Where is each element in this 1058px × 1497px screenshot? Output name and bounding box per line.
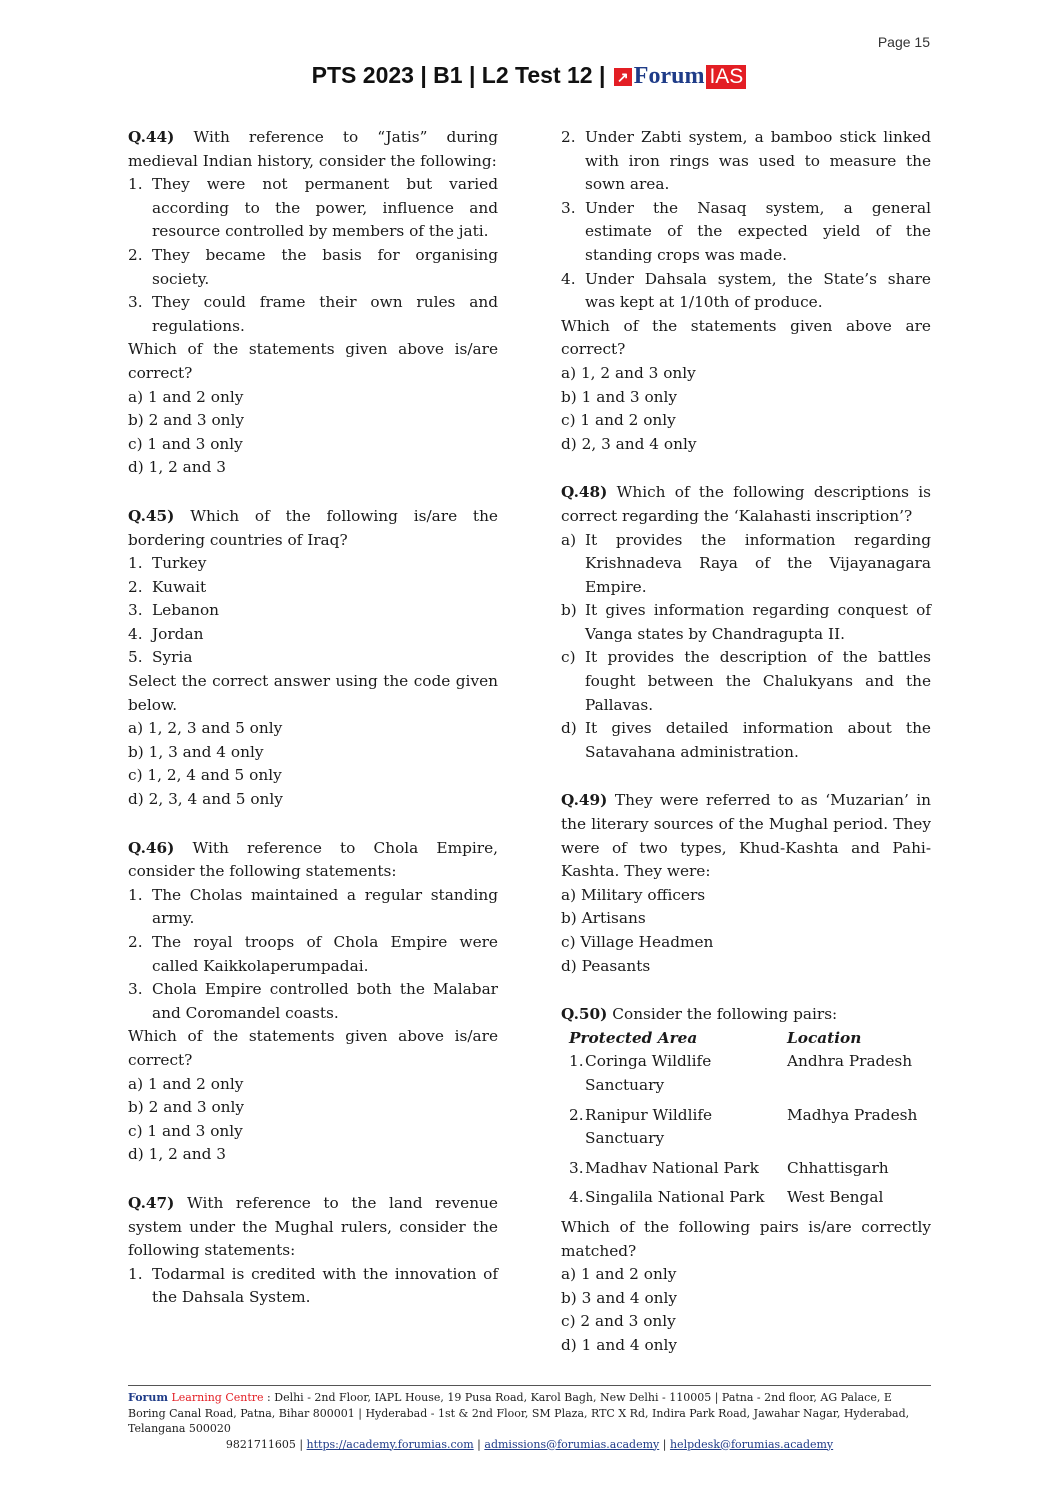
statement-item: 1. Turkey (128, 554, 207, 573)
answer-option: a) 1, 2, 3 and 5 only (128, 719, 283, 738)
answer-option: d) It gives detailed information about the Satavahana administration. (561, 719, 931, 761)
footer-contacts: 9821711605 | https://academy.forumias.com | admissions@forumias.academy | helpdesk@forumias.academy (225, 1437, 834, 1451)
answer-option: c) 1, 2, 4 and 5 only (128, 766, 282, 785)
question-ask: Which of the statements given above is/are correct? (128, 1027, 498, 1069)
statement-item: 1. Todarmal is credited with the innovation of the Dahsala System. (128, 1264, 498, 1307)
question-number: Q.44) (128, 128, 175, 146)
question-ask: Which of the statements given above are correct? (561, 316, 931, 359)
question-46 (128, 837, 498, 1167)
answer-option: b) 1 and 3 only (561, 387, 678, 406)
question-49 (561, 789, 931, 978)
statement-item: 2. They became the basis for organising society. (128, 245, 498, 288)
statement-item: 3. Lebanon (128, 601, 220, 620)
forumias-logo (614, 63, 747, 90)
question-stem: Consider the following pairs: (607, 1005, 838, 1024)
page-header (0, 62, 1058, 90)
question-stem: Which of the following is/are the bordering countries of Iraq? (128, 506, 498, 549)
protected-area: Madhav National Park (585, 1158, 759, 1177)
statement-item: 1. They were not permanent but varied according to the power, influence and resource controlled by members of the jati. (128, 175, 498, 241)
answer-option: a) 1 and 2 only (128, 387, 244, 406)
answer-option: a) 1, 2 and 3 only (561, 363, 696, 382)
protected-area: Singalila National Park (585, 1188, 765, 1207)
answer-option: c) 1 and 3 only (128, 1121, 243, 1140)
question-stem: With reference to “Jatis” during medieval Indian history, consider the following: (128, 128, 498, 170)
answer-option: d) 1, 2 and 3 (128, 1145, 227, 1164)
answer-option: b) 3 and 4 only (561, 1288, 678, 1307)
answer-option: a) Military officers (561, 885, 706, 904)
table-row: 3. Madhav National Park Chhattisgarh (563, 1157, 933, 1187)
location: West Bengal (787, 1188, 884, 1207)
question-45 (128, 505, 498, 812)
answer-option: b) 2 and 3 only (128, 1098, 245, 1117)
academy-link[interactable]: https://academy.forumias.com (306, 1437, 474, 1451)
question-number: Q.50) (561, 1005, 608, 1024)
location: Andhra Pradesh (787, 1052, 913, 1071)
answer-option: c) 1 and 3 only (128, 434, 243, 453)
answer-option: d) 2, 3, 4 and 5 only (128, 790, 283, 809)
answer-option: b) 1, 3 and 4 only (128, 742, 264, 761)
question-stem: They were referred to as ‘Muzarian’ in the literary sources of the Mughal period. They were of two types, Khud-Kashta and Pahi-Kashta. They were: (561, 791, 931, 881)
statement-item: 4. Jordan (128, 624, 204, 643)
footer-address-text: : Delhi - 2nd Floor, IAPL House, 19 Pusa Road, Karol Bagh, New Delhi - 110005 | Patna - 2nd floor, AG Palace, E Boring Canal Road, Patna, Bihar 800001 | Hyderabad - 1st & 2nd Floor, SM Plaza, RTC X Rd, Indira Park Road, Jawahar Nagar, Hyderabad, Telangana 500020 (128, 1391, 910, 1435)
answer-option: d) 2, 3 and 4 only (561, 434, 697, 453)
page-number: Page 15 (877, 34, 930, 50)
statement-item: 2. Under Zabti system, a bamboo stick linked with iron rings was used to measure the sown area. (561, 128, 931, 194)
admissions-email-link[interactable]: admissions@forumias.academy (484, 1437, 660, 1451)
answer-option: a) 1 and 2 only (128, 1074, 244, 1093)
answer-option: c) 1 and 2 only (561, 411, 676, 430)
answer-option: c) 2 and 3 only (561, 1312, 676, 1331)
logo-arrow-icon: ↗ (614, 68, 632, 86)
statement-item: 4. Under Dahsala system, the State’s share was kept at 1/10th of produce. (561, 269, 931, 312)
statement-item: 1. The Cholas maintained a regular standing army. (128, 885, 498, 928)
column-header: Location (787, 1028, 862, 1047)
location: Chhattisgarh (787, 1158, 889, 1177)
question-44 (128, 126, 498, 480)
question-number: Q.45) (128, 506, 175, 525)
question-ask: Which of the following pairs is/are correctly matched? (561, 1217, 931, 1260)
statement-item: 3. They could frame their own rules and regulations. (128, 293, 498, 335)
location: Madhya Pradesh (787, 1105, 918, 1124)
answer-option: b) It gives information regarding conquest of Vanga states by Chandragupta II. (561, 601, 931, 643)
question-47-continued (561, 126, 931, 456)
test-title: PTS 2023 | B1 | L2 Test 12 | (311, 62, 606, 88)
question-47 (128, 1192, 498, 1310)
question-number: Q.48) (561, 483, 608, 502)
table-row: 2. Ranipur Wildlife Sanctuary Madhya Pradesh (563, 1104, 933, 1157)
page-footer (128, 1385, 931, 1452)
answer-option: c) Village Headmen (561, 933, 714, 951)
helpdesk-email-link[interactable]: helpdesk@forumias.academy (669, 1437, 834, 1451)
column-header: Protected Area (569, 1028, 698, 1047)
question-ask: Which of the statements given above is/are correct? (128, 340, 498, 382)
answer-option: d) 1 and 4 only (561, 1335, 678, 1354)
statement-item: 3. Chola Empire controlled both the Malabar and Coromandel coasts. (128, 980, 498, 1022)
answer-option: b) Artisans (561, 909, 646, 928)
question-48 (561, 481, 931, 764)
question-ask: Select the correct answer using the code given below. (128, 672, 498, 714)
table-row: 1. Coringa Wildlife Sanctuary Andhra Pradesh (563, 1050, 933, 1103)
logo-forum-text: Forum (633, 63, 705, 90)
footer-address (128, 1390, 931, 1437)
answer-option: b) 2 and 3 only (128, 411, 245, 430)
statement-item: 3. Under the Nasaq system, a general estimate of the expected yield of the standing crops was made. (561, 198, 931, 264)
table-row: 4. Singalila National Park West Bengal (563, 1186, 933, 1216)
right-column (561, 126, 931, 1358)
statement-item: 2. Kuwait (128, 577, 207, 596)
question-stem: With reference to the land revenue system under the Mughal rulers, consider the following statements: (128, 1193, 498, 1260)
question-number: Q.49) (561, 791, 608, 810)
answer-option: a) It provides the information regarding Krishnadeva Raya of the Vijayanagara Empire. (561, 530, 931, 596)
pairs-header-row (563, 1027, 933, 1051)
question-number: Q.47) (128, 1193, 175, 1212)
left-column (128, 126, 498, 1310)
logo-ias-text: IAS (706, 65, 746, 89)
answer-option: a) 1 and 2 only (561, 1265, 677, 1284)
question-stem: Which of the following descriptions is correct regarding the ‘Kalahasti inscription’? (561, 483, 931, 525)
protected-area: Coringa Wildlife Sanctuary (585, 1052, 712, 1094)
protected-area: Ranipur Wildlife Sanctuary (585, 1105, 713, 1148)
footer-brand: Forum (128, 1391, 168, 1404)
question-number: Q.46) (128, 838, 175, 857)
question-50 (561, 1003, 931, 1357)
footer-brand-suffix: Learning Centre (167, 1391, 264, 1404)
footer-phone: 9821711605 (225, 1437, 296, 1451)
answer-option: d) 1, 2 and 3 (128, 458, 227, 477)
statement-item: 5. Syria (128, 648, 193, 667)
answer-option: c) It provides the description of the battles fought between the Chalukyans and the Pallavas. (561, 648, 931, 714)
statement-item: 2. The royal troops of Chola Empire were called Kaikkolaperumpadai. (128, 933, 498, 975)
pairs-table (563, 1027, 933, 1216)
question-stem: With reference to Chola Empire, consider the following statements: (128, 838, 498, 881)
answer-option: d) Peasants (561, 956, 651, 975)
